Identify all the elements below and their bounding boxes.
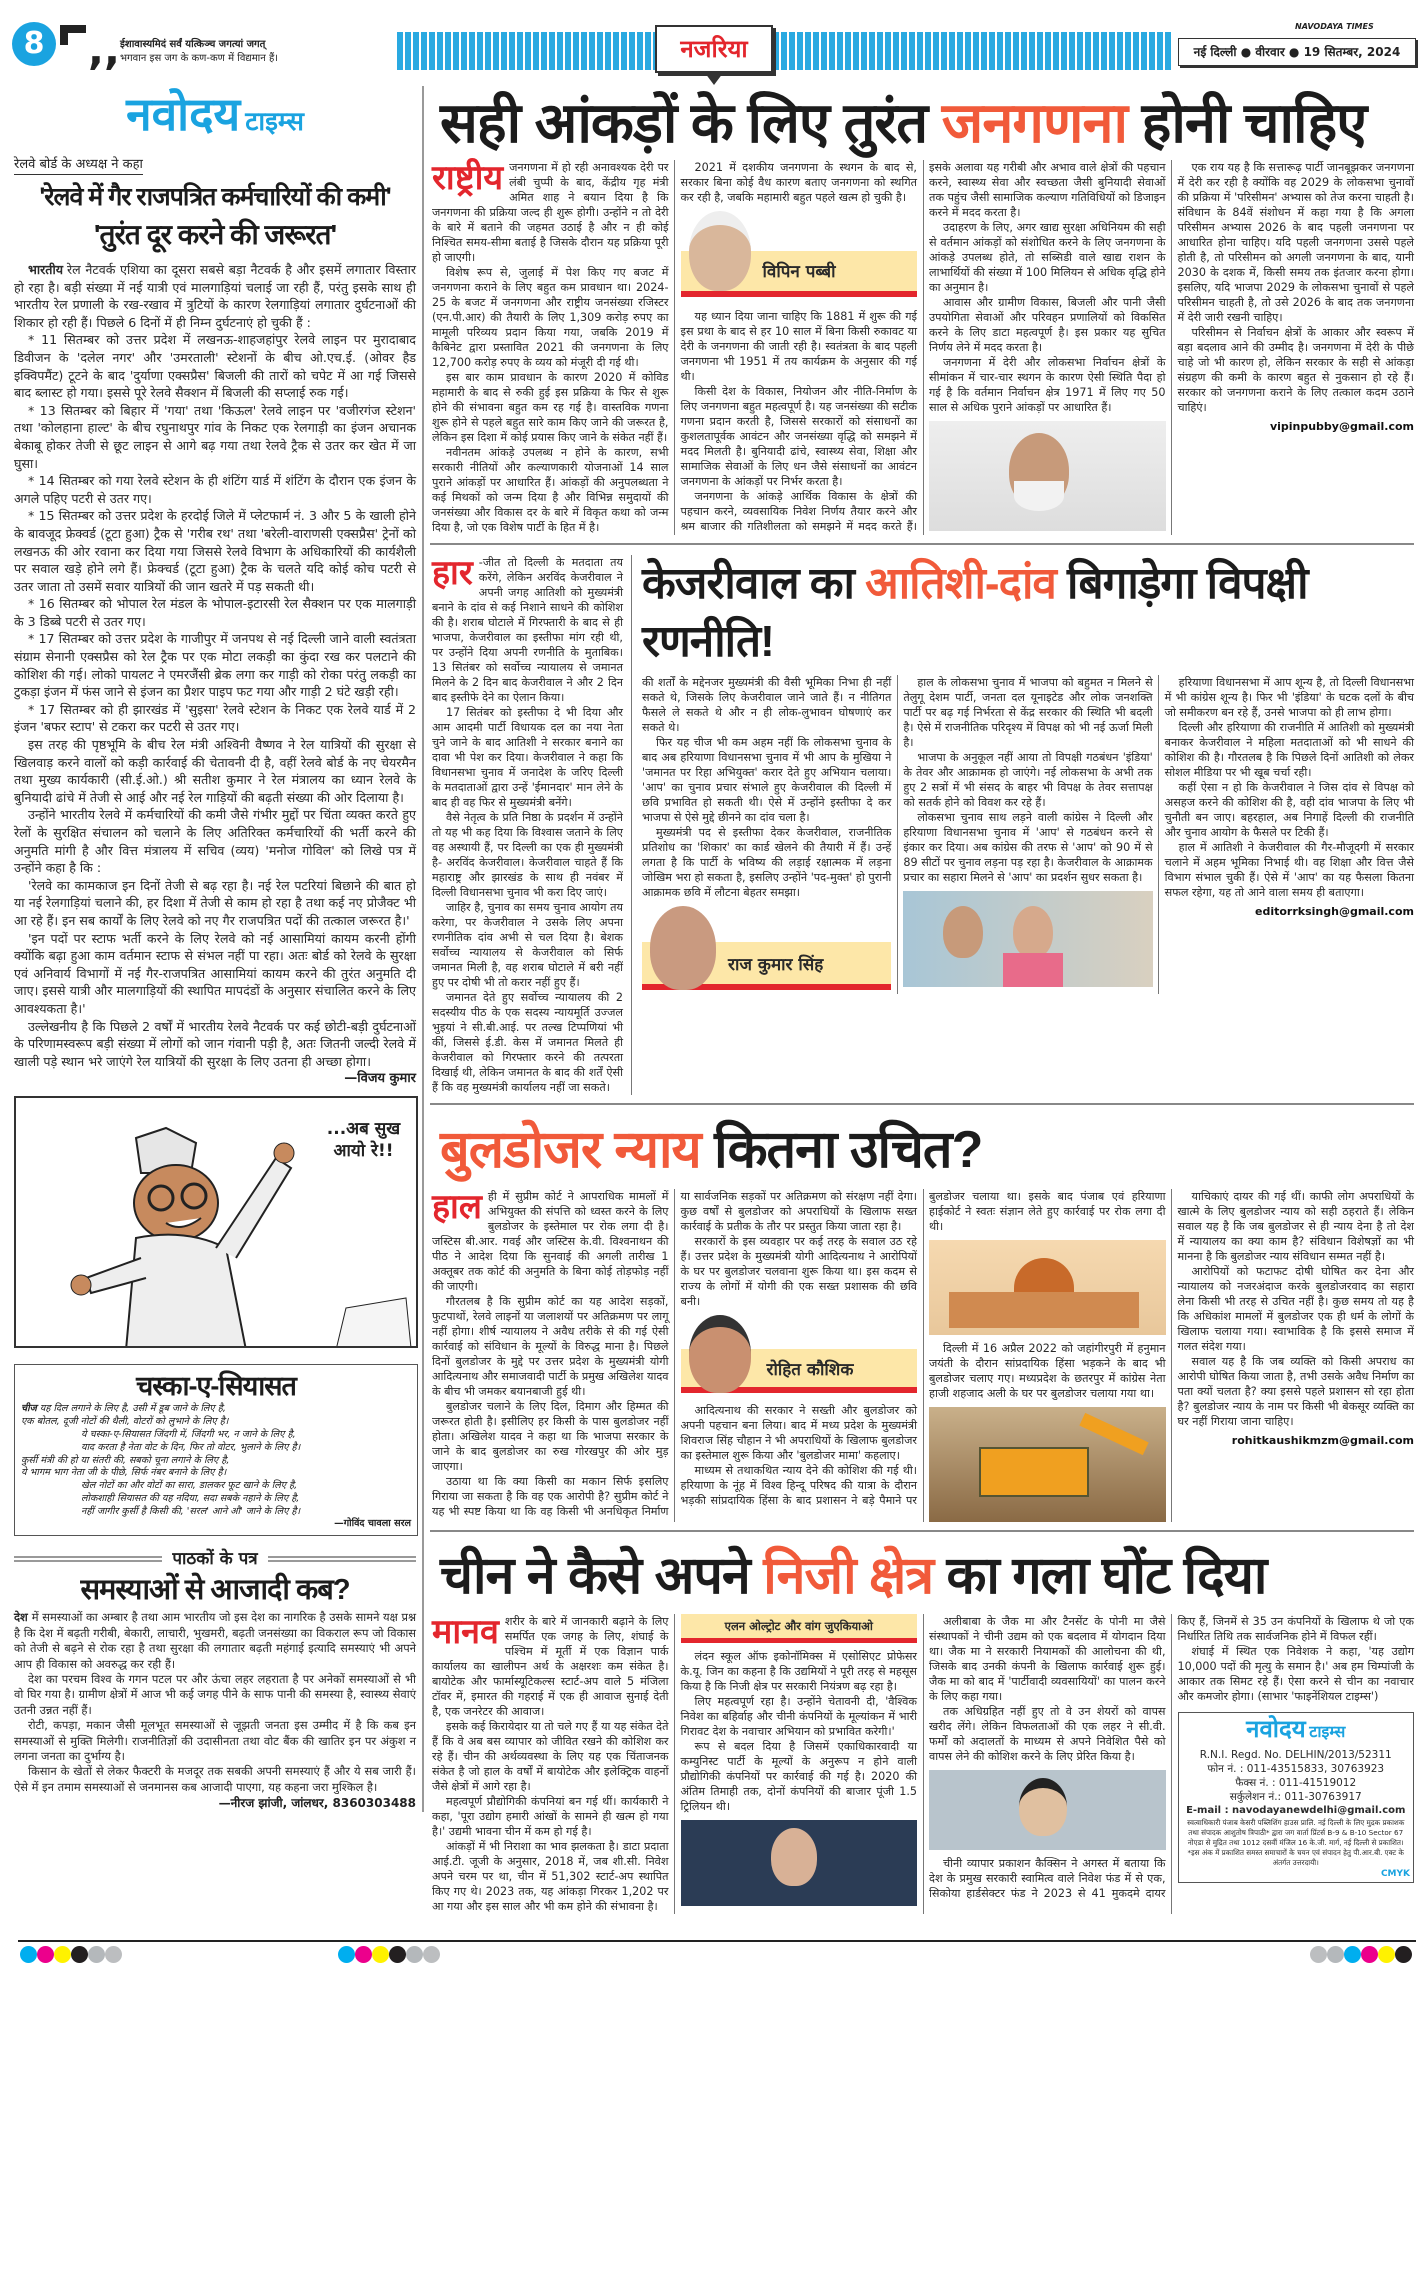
page-number-badge: 8 [12, 22, 56, 66]
paragraph: आदित्यनाथ की सरकार ने सख्ती और बुलडोजर को अपनी पहचान बना लिया। बाद में मध्य प्रदेश के मुख्यमंत्री शिवराज सिंह चौहान ने भी अपराधियों के खिलाफ बुलडोजर का इस्तेमाल शुरू किया और 'बुलडोजर मामा' कहलाए। [680, 1404, 917, 1462]
gray-dot [88, 1946, 105, 1963]
article3-body [432, 1189, 1414, 1522]
left-paragraphs [14, 261, 416, 1070]
paragraph: चीनी व्यापार प्रकाशन कैक्सिन ने अगस्त में बताया कि देश के प्रमुख सरकारी स्वामित्व वाले निवेश फंड में से एक, सिकोया हार्डसेक्टर फंड ने 2023 से 41 मुकदमे दायर किए हैं, जिनमें से 35 उन कंपनियों के खिलाफ थे जो एक निर्धारित तिथि तक सार्वजनिक होने में विफल रहीं। [929, 1615, 1414, 1900]
gray-dot [105, 1946, 122, 1963]
paragraph: लिए महत्वपूर्ण रहा है। उन्होंने चेतावनी दी, 'वैश्विक निवेश का बहिर्वाह और चीनी कंपनियों के मूल्यांकन में भारी गिरावट देश के नवाचार अभियान को प्रभावित करेगी।' [680, 1695, 917, 1738]
paragraph: माध्यम से तथाकथित न्याय देने की कोशिश की गई थी। हरियाणा के नूंह में विश्व हिन्दू परिषद की यात्रा के दौरान भड़की सांप्रदायिक हिंसा के बाद प्रशासन ने बड़े पैमाने पर बुलडोजर चलाया था। इसके बाद पंजाब एवं हरियाणा हाईकोर्ट ने स्वतः संज्ञान लेते हुए कार्रवाई पर रोक लगा दी थी। [680, 1190, 1166, 1507]
quote-icon: ,, [88, 25, 120, 74]
paragraph: लंदन स्कूल ऑफ इकोनॉमिक्स में एसोसिएट प्रोफेसर के.यू. जिन का कहना है कि उद्यमियों ने पूरी तरह से महसूस किया है कि निजी क्षेत्र पर सरकारी नियंत्रण बढ़ रहा है। [680, 1650, 917, 1693]
divider [268, 1556, 416, 1562]
imprint-note: स्वत्वाधिकारी पंजाब केसरी पब्लिशिंग हाउस प्रालि. नई दिल्ली के लिए मुद्रक प्रकाशक तथा संपादक आशुतोष त्रिपाठी* द्वारा जग वार्ता प्रिंटर्स B-9 & B-10 Sector 67 नोएडा से मुद्रित तथा 1012 दसवीं मंजिल 16 के.जी. मार्ग, नई दिल्ली से प्रकाशित। *इस अंक में प्रकाशित समस्त समाचारों के चयन एवं संपादन हेतु पी.आर.बी. एक्ट के अंतर्गत उत्तरदायी। [1187, 1818, 1405, 1867]
paper-name: NAVODAYA TIMES [1295, 22, 1374, 31]
registration-dots-left [20, 1946, 122, 1967]
headline-accent: आतिशी-दांव [865, 559, 1056, 608]
page-footer [0, 1936, 1428, 1980]
poem-box [14, 1364, 418, 1536]
date-line: नई दिल्ली ● वीरवार ● 19 सितम्बर, 2024 [1178, 38, 1416, 66]
paragraph: * 17 सितम्बर को ही झारखंड में 'सुइसा' रेलवे स्टेशन के निकट एक रेलवे यार्ड में 2 इंजन 'बफर स्टाप' से टकरा कर पटरी से उतर गए। [14, 701, 416, 735]
paragraph: आवास और ग्रामीण विकास, बिजली और पानी जैसी उपयोगिता सेवाओं और परिवहन प्रणालियों को विकसित करने के लिए डाटा महत्वपूर्ण है। इस प्रकार यह सुचित निर्णय लेने में मदद करता है। [929, 296, 1166, 354]
article4 [430, 1538, 1414, 1922]
paragraph: परिसीमन से निर्वाचन क्षेत्रों के आकार और स्वरूप में बड़ा बदलाव आने की उम्मीद है। जनगणना में देरी के पीछे चाहे जो भी कारण हो, लेकिन सरकार के सही से आंकड़ा संग्रहण की कमी के कारण बहुत से नुकसान हो रहे हैं। सरकार को जनगणना कराने के लिए तत्काल कदम उठाने चाहिएं। [1177, 326, 1414, 414]
paragraph: विशेष रूप से, जुलाई में पेश किए गए बजट में जनगणना कराने के लिए बहुत कम प्रावधान था। 2024-25 के बजट में जनगणना और राष्ट्रीय जनसंख्या रजिस्टर (एन.पी.आर) की तैयारी के लिए 1,309 करोड़ रुपए का मामूली परिव्यय प्रदान किया गया, जबकि 2019 में कैबिनेट द्वारा प्रस्तावित 2021 की जनगणना के लिए 12,700 करोड़ रुपए के व्यय को मंजूरी दी गई थी। [432, 266, 669, 369]
xi-jinping-photo [929, 1770, 1166, 1850]
imprint-fax: फैक्स नं. : 011-41519012 [1235, 1777, 1357, 1789]
letters-label: पाठकों के पत्र [172, 1549, 258, 1570]
paragraph: किसान के खेतों से लेकर फैक्टरी के मजदूर तक सबकी अपनी समस्याएं हैं और ये सब जारी हैं। ऐसे में इन तमाम समस्याओं से जनमानस कब आजादी पाएगा, यह कहना जरा मुश्किल है। [14, 1764, 416, 1794]
gray-dot [423, 1946, 440, 1963]
paragraph: 2021 में दशकीय जनगणना के स्थगन के बाद से, सरकार बिना कोई वैध कारण बताए जनगणना को स्थगित कर रही है, जबकि महामारी बहुत पहले खत्म हो चुकी है। [680, 161, 917, 204]
paragraph: रूप से बदल दिया है जिसमें एकाधिकारवादी या कम्युनिस्ट पार्टी के मूल्यों के अनुरूप न होने वाली प्रौद्योगिकी कंपनियों पर कार्रवाई की गई है। 2020 की अंतिम तिमाही तक, दोनों कंपनियों की बाजार पूंजी 1.5 ट्रिलियन थी। [680, 1740, 917, 1813]
article3-email: rohitkaushikmzm@gmail.com [1231, 1434, 1414, 1447]
logo-main: नवोदय [126, 87, 241, 141]
left-headline-1: 'रेलवे में गैर राजपत्रित कर्मचारियों की कमी' [39, 183, 391, 211]
shloka-line-1: ईशावास्यमिदं सर्वं यत्किञ्च जगत्यां जगत् [120, 39, 266, 50]
cyan-dot [1344, 1946, 1361, 1963]
article3-paragraphs [929, 1341, 1166, 1401]
registration-dots-right [1310, 1946, 1412, 1967]
kejriwal-atishi-photo [903, 891, 1152, 987]
paragraph: जाहिर है, चुनाव का समय चुनाव आयोग तय करेगा, पर केजरीवाल ने उसके लिए अपना रणनीतिक दांव अभी से चल दिया है। बेशक सर्वोच्च न्यायालय से केजरीवाल को सिर्फ जमानत मिली है, वह शराब घोटाले में बरी नहीं हुए पर दोषी भी तो करार नहीं हुए हैं। [432, 901, 623, 989]
paragraph: शंघाई में स्थित एक निवेशक ने कहा, 'यह उद्योग 10,000 पदों की मृत्यु के समान है।' अब हम चिम्पांजी के आकार तक सिमट रहे हैं। ऐसा करने से चीन का नवाचार और कमजोर होगा। (साभार 'फाइनेंशियल टाइम्स') [1177, 1645, 1414, 1703]
paragraph: देश का परचम विश्व के गगन पटल पर और ऊंचा लहर लहराता है पर अनेकों समस्याओं से भी वो घिर गया है। ग्रामीण क्षेत्रों में आज भी कई जगह पीने के साफ पानी की समस्या है, स्वास्थ्य सेवाएं उतनी उन्नत नहीं हैं। [14, 1671, 416, 1717]
poem-title: चस्का-ए-सियासत [136, 1371, 296, 1402]
paragraph: याचिकाएं दायर की गई थीं। काफी लोग अपराधियों के खात्मे के लिए बुलडोजर न्याय को सही ठहराते हैं। लेकिन सवाल यह है कि जब बुलडोजर से ही न्याय देना है तो देश में न्यायालय का क्या काम है? संविधान विशेषज्ञों का भी मानना है कि बुलडोजर न्याय संविधान सम्मत नहीं है। [1177, 1190, 1414, 1263]
headline-accent: बुलडोजर न्याय [440, 1121, 701, 1179]
logo-main: नवोदय [1246, 1715, 1306, 1743]
dropcap: मानव [432, 1612, 499, 1652]
poem-body [21, 1403, 411, 1531]
article1 [430, 86, 1414, 545]
left-kicker: रेलवे बोर्ड के अध्यक्ष ने कहा [14, 156, 143, 175]
poem-line: नहीं जागीर कुर्सी है किसी की, 'सरल' आने औ' जाने के लिए है। [81, 1505, 301, 1517]
imprint-rni: R.N.I. Regd. No. DELHIN/2013/52311 [1199, 1749, 1392, 1761]
author-name: राज कुमार सिंह [728, 955, 824, 975]
paragraph: जमानत देते हुए सर्वोच्च न्यायालय की 2 सदस्यीय पीठ के एक सदस्य न्यायमूर्ति उज्जल भुइयां ने सी.बी.आई. पर तल्ख टिप्पणियां भी कीं, जिससे ई.डी. केस में जमानत मिलते ही केजरीवाल को गिरफ्तार करने की तत्परता दिखाई थी, लेकिन जमानत के बाद की शर्तें ऐसी हैं कि वह मुख्यमंत्री कार्यालय नहीं जा सकते। [432, 991, 623, 1094]
logo-sub: टाइम्स [1309, 1722, 1346, 1741]
dropcap: राष्ट्रीय [432, 158, 504, 198]
black-dot [1395, 1946, 1412, 1963]
bulldozer-arm [1079, 1413, 1148, 1455]
paragraph: * 13 सितम्बर को बिहार में 'गया' तथा 'किऊल' रेलवे लाइन पर 'वजीरगंज स्टेशन' तथा 'कोलहाना हाल्ट' के बीच रघुनाथपुर गांव के निकट एक रेलगाड़ी का इंजन अचानक बेकाबू होकर तेजी से छूट लाइन से आगे बढ़ गया तथा रेलवे ट्रैक से उतर कर खेत में जा घुसा। [14, 402, 416, 471]
paragraph: 'रेलवे का कामकाज इन दिनों तेजी से बढ़ रहा है। नई रेल पटरियां बिछाने की बात हो या नई रेलगाड़ियां चलाने की, हर दिशा में तेजी से काम हो रहा है तथा कई नए प्रोजैक्ट भी आ रहे हैं। इन सब कार्यों के लिए रेलवे को नए गैर राजपत्रित पदों की तत्काल जरूरत है।' [14, 877, 416, 928]
right-column [430, 86, 1414, 1928]
author-name: रोहित कौशिक [766, 1360, 854, 1380]
paragraph: * 11 सितम्बर को उत्तर प्रदेश में लखनऊ-शाहजहांपुर रेलवे लाइन पर मुरादाबाद डिवीजन के 'दलेल नगर' और 'उमरताली' स्टेशनों के बीच ओ.एच.ई. (ओवर हैड इक्विपमैंट) टूटने के बाद 'दुर्याणा एक्सप्रैस' बिजली की तारों को चपेट में आ गई जिससे बाद ब्लास्ट हो गया। इससे पूरे रेलवे सैक्शन में बिजली की सप्लाई रुक गई। [14, 332, 416, 401]
headline-text: का गला घोंट दिया [946, 1547, 1267, 1605]
paragraph: सरकारों के इस व्यवहार पर कई तरह के सवाल उठ रहे हैं। उत्तर प्रदेश के मुख्यमंत्री योगी आदित्यनाथ ने आरोपियों के घर पर बुलडोजर चलवाना शुरू किया था। इस कदम से राज्य के लोगों में योगी की एक सख्त प्रशासक की छवि बनी। [680, 1235, 917, 1308]
portrait [1013, 906, 1053, 958]
article4-headline [432, 1542, 1414, 1610]
author-portrait [689, 211, 751, 291]
article2 [430, 551, 1414, 1105]
paragraph: हाल के लोकसभा चुनाव में भाजपा को बहुमत न मिलने से तेलुगू देशम पार्टी, जनता दल यूनाइटेड और लोक जनशक्ति पार्टी पर बढ़ गई निर्भरता से केंद्र सरकार की स्थिति भी बदली है। ऐसे में राजनीतिक परिदृश्य में विपक्ष को भी नई ऊर्जा मिली है। [903, 676, 1153, 749]
footer-rule [18, 1940, 1416, 1942]
yellow-dot [372, 1946, 389, 1963]
paragraph: शरीर के बारे में जानकारी बढ़ाने के लिए समर्पित एक जगह के लिए, शंघाई के पश्चिम में मूर्ती में एक विज्ञान पार्क कार्यालय का खालीपन अर्थ के अक्षरशः कम संकेत है। बायोटेक और फार्मास्यूटिकल्स स्टार्ट-अप वाले 5 मंजिला टॉवर में, इमारत की गहराई में एक ही आवाज सुनाई देती है, एक जनरेटर की आवाज। [432, 1615, 669, 1718]
paragraph: हाल में आतिशी ने केजरीवाल की गैर-मौजूदगी में सरकार चलाने में अहम भूमिका निभाई थी। वह शिक्षा और वित्त जैसे विभाग संभाल चुकी हैं। ऐसे में 'आप' का यह फैसला कितना सफल रहेगा, यह तो आने वाला समय ही बताएगा। [1164, 841, 1414, 899]
poem-line: कुर्सी मंत्री की हो या संतरी की, सबको चूना लगाने के लिए है, [21, 1454, 230, 1466]
bulldozer-photo [929, 1407, 1166, 1522]
paragraph: अलीबाबा के जैक मा और टैनसेंट के पोनी मा जैसे संस्थापकों ने चीनी उद्यम को एक बदलाव में योगदान दिया था। जैक मा ने सरकारी नियामकों की आलोचना की थी, जिसके बाद उनकी कंपनी के खिलाफ कार्रवाई शुरू हुई। जैक मा को बाद में 'पार्टीवादी व्यवसायियों' का पालन करने के लिए कहा गया। [929, 1615, 1166, 1703]
paragraph: एक राय यह है कि सत्तारूढ़ पार्टी जानबूझकर जनगणना में देरी कर रही है क्योंकि वह 2029 के लोकसभा चुनावों की प्रक्रिया में 'परिसीमन' अभ्यास को तेज करना चाहती है। संविधान के 84वें संशोधन में कहा गया है कि अगला परिसीमन अभ्यास 2026 के बाद पहली जनगणना पर आधारित होना चाहिए। यदि पहली जनगणना उससे पहले होती है, तो परिसीमन को अगली जनगणना के बाद, यानी 2030 के दशक में, किसी समय तक इंतजार करना होगा। इसलिए, यदि भाजपा 2029 के लोकसभा चुनावों से पहले परिसीमन चाहती है, तो उसे 2026 के बाद तक जनगणना में देरी जारी रखनी चाहिए। [1177, 161, 1414, 324]
section-stripe-bar [397, 32, 1172, 70]
paragraph: सवाल यह है कि जब व्यक्ति को किसी अपराध का आरोपी घोषित किया जाता है, तभी उसके अवैध निर्माण का पता क्यों चलता है? क्या इससे पहले प्रशासन सो रहा होता है? बुलडोजर न्याय के नाम पर किसी भी बेकसूर व्यक्ति का घर नहीं गिराया जाना चाहिए। [1177, 1355, 1414, 1428]
article3-paragraphs [1178, 1189, 1415, 1429]
paragraph: * 16 सितम्बर को भोपाल रेल मंडल के भोपाल-इटारसी रेल सैक्शन पर एक मालगाड़ी के 3 डिब्बे पटरी से उतर गए। [14, 596, 416, 629]
building [949, 1292, 1139, 1328]
garment [1003, 953, 1063, 987]
portrait-beard [1014, 481, 1064, 511]
headline-text: होनी चाहिए [1141, 91, 1367, 154]
imprint-phone: फोन नं. : 011-43515833, 30763923 [1207, 1763, 1385, 1775]
poem-author: —गोविंद चावला सरल [334, 1518, 411, 1530]
article1-body [432, 160, 1414, 535]
paragraph: उदाहरण के लिए, अगर खाद्य सुरक्षा अधिनियम की सही से वर्तमान आंकड़ों को संशोधित करने के लिए जनगणना के आंकड़े उपलब्ध होते, तो सब्सिडी वाले खाद्य राशन के लाभार्थियों की संख्या में 100 मिलियन से अधिक वृद्धि होने का अनुमान है। [929, 221, 1166, 294]
paragraph: महत्वपूर्ण प्रौद्योगिकी कंपनियां बन गई थीं। कार्यकारी ने कहा, 'पूरा उद्योग हमारी आंखों के सामने ही खत्म हो गया है।' उद्यमी भावना चीन में कम हो गई है। [432, 1795, 669, 1838]
article4-body [432, 1614, 1414, 1914]
article2-headline [642, 555, 1414, 671]
left-byline: —विजय कुमार [344, 1071, 416, 1087]
paragraph: फिर यह चीज भी कम अहम नहीं कि लोकसभा चुनाव के बाद अब हरियाणा विधानसभा चुनाव में भी आप के मुखिया ने 'जमानत पर रिहा अभियुक्त' करार देते हुए अभियान चलाया। 'आप' का चुनाव प्रचार संभाले हुए केजरीवाल की दिल्ली में छवि प्रभावित हो सकती थी। ऐसे में उन्होंने इस्तीफा दे कर भाजपा से ऐसे मुद्दे छीनने का दांव चला है। [642, 736, 892, 824]
author-portrait [689, 1315, 751, 1393]
poem-line: यह दिल लगाने के लिए है, उसी में डूब जाने के लिए है, [39, 1403, 226, 1415]
dropcap: हार [432, 553, 473, 593]
article2-paragraphs [642, 675, 891, 900]
headline-text: सही आंकड़ों के लिए तुरंत [440, 91, 928, 154]
lead-word: भारतीय [28, 262, 64, 277]
portrait [771, 1828, 817, 1886]
paragraph: -जीत तो दिल्ली के मतदाता तय करेंगे, लेकिन अरविंद केजरीवाल ने अपनी जगह आतिशी को मुख्यमंत्री बनाने के दांव से कई निशाने साधने की कोशिश की है। शराब घोटाले में गिरफ्तारी के बाद से ही भाजपा, केजरीवाल का इस्तीफा मांग रही थी, पर उन्होंने दिया अपनी रणनीति के मुताबिक। 13 सितंबर को सर्वोच्च न्यायालय से जमानत मिलने के 2 दिन बाद केजरीवाल ने और 2 दिन बाद इस्तीफे देने का ऐलान किया। [432, 556, 623, 704]
cartoon-speech: ...अब सुख आयो रे!! [316, 1118, 411, 1162]
headline-accent: जनगणना [941, 91, 1128, 154]
headline-text: बिगाड़ेगा विपक्षी रणनीति! [642, 559, 1308, 666]
paragraph: हरियाणा विधानसभा में आप शून्य है, तो दिल्ली विधानसभा में भी कांग्रेस शून्य है। फिर भी 'इंडिया' के घटक दलों के बीच जो समीकरण बन रहे हैं, उनसे भाजपा को ही लाभ होगा। [1164, 676, 1414, 719]
poem-line: ये भागम भाग नेता जी के पीछे, सिर्फ नंबर बनाने के लिए है। [21, 1467, 227, 1479]
black-dot [71, 1946, 88, 1963]
author-photo-vipin-pubby [681, 211, 918, 303]
poem-line: खेल नोटों का और वोटों का सारा, डालकर फूट खाने के लिए है, [81, 1480, 298, 1492]
page-main [0, 86, 1428, 1928]
author-name: विपिन पब्बी [762, 262, 836, 282]
paragraph: जनगणना में हो रही अनावश्यक देरी पर लंबी चुप्पी के बाद, केंद्रीय गृह मंत्री अमित शाह ने बयान दिया है कि जनगणना की प्रक्रिया जल्द ही शुरू होगी। उन्होंने न तो देरी के बारे में बताने की जहमत उठाई है और न ही कोई निश्चित समय-सीमा बताई है जिसके दौरान यह प्रक्रिया पूरी हो जाएगी। [432, 161, 669, 264]
article3 [430, 1111, 1414, 1532]
letters-label-row [14, 1548, 416, 1570]
paragraph: वैसे नेतृत्व के प्रति निष्ठा के प्रदर्शन में उन्होंने तो यह भी कह दिया कि विश्वास जताने के लिए वह अस्थायी हैं, पर दिल्ली का एक ही मुख्यमंत्री है- अरविंद केजरीवाल। केजरीवाल चाहते हैं कि महाराष्ट्र और झारखंड के साथ ही नवंबर में दिल्ली विधानसभा चुनाव भी करा दिए जाएं। [432, 811, 623, 899]
gray-dot [406, 1946, 423, 1963]
paragraph: आंकड़ों में भी निराशा का भाव झलकता है। डाटा प्रदाता आई.टी. जूजी के अनुसार, 2018 में, जब शी.सी. निवेश अपने चरम पर था, चीन में 51,302 स्टार्ट-अप स्थापित किए गए थे। 2023 तक, यह आंकड़ा गिरकर 1,202 पर आ गया और इस साल और भी कम होने की संभावना है। [432, 1840, 669, 1913]
poem-line: ये चस्का-ए-सियासत जिंदगी में, जिंदगी भर, न जाने के लिए है, [81, 1428, 296, 1440]
section-label-box: नजरिया [655, 25, 773, 73]
masthead-logo [14, 86, 416, 153]
article4-byline-banner: एलन ओल्ट्रोट और वांग जुएकियाओ [681, 1614, 918, 1643]
imprint-logo [1182, 1715, 1411, 1748]
supreme-court-photo [929, 1240, 1166, 1335]
author-photo-raj-kumar-singh [642, 906, 891, 994]
paragraph: इस बार काम प्रावधान के कारण 2020 में कोविड महामारी के बाद से रुकी हुई इस प्रक्रिया के फिर से शुरू होने की संभावना बहुत कम रह गई है। वास्तविक गणना शुरू होने से पहले बहुत सारे काम किए जाने की जरूरत है, लेकिन इस दिशा में कोई प्रयास किए जाने के संकेत नहीं हैं। [432, 371, 669, 444]
portrait [1019, 1778, 1067, 1836]
headline-text: चीन ने कैसे अपने [440, 1547, 750, 1605]
paragraph: * 14 सितम्बर को गया रेलवे स्टेशन के ही शंटिंग यार्ड में शंटिंग के दौरान एक इंजन के अगले पहिए पटरी से उतर गए। [14, 473, 416, 506]
imprint-email: E-mail : navodayanewdelhi@gmail.com [1186, 1805, 1406, 1816]
paragraph: तक अधिग्रहित नहीं हुए तो वे उन शेयरों को वापस खरीद लेंगे। लेकिन विफलताओं की एक लहर ने सी.वी. फर्मों को अदालतों के माध्यम से अपने निवेशित पैसे को वापस लेने की कोशिश करने के लिए प्रेरित किया है। [929, 1705, 1166, 1763]
shloka-line-2: भगवान इस जग के कण-कण में विद्यमान हैं। [120, 53, 279, 64]
dropcap: हाल [432, 1187, 482, 1227]
headline-text: कितना उचित? [714, 1121, 983, 1179]
article2-main [642, 555, 1414, 1095]
left-column [14, 86, 424, 1812]
imprint-box [1178, 1712, 1415, 1883]
article1-headline [432, 90, 1414, 156]
registration-dots-center [338, 1946, 440, 1967]
letter-author: —नीरज झांजी, जांलधर, 8360303488 [218, 1796, 416, 1811]
black-dot [389, 1946, 406, 1963]
paragraph: कहीं ऐसा न हो कि केजरीवाल ने जिस दांव से विपक्ष को असहज करने की कोशिश की है, वही दांव भाजपा के लिए भी चुनौती बन जाए। बहरहाल, अब निगाहें दिल्ली की राजनीति और चुनाव आयोग के फैसले पर टिकी हैं। [1164, 781, 1414, 839]
article2-side-body [432, 555, 632, 1095]
paragraph: किसी देश के विकास, नियोजन और नीति-निर्माण के लिए जनगणना बहुत महत्वपूर्ण है। यह जनसंख्या की सटीक गणना प्रदान करती है, जिससे सरकारों को संसाधनों का कुशलतापूर्वक आवंटन और जनसंख्या वृद्धि को समझने में मदद मिलती है। बुनियादी ढांचे, स्वास्थ्य सेवा, शिक्षा और सामाजिक सेवाओं के लिए धन जैसे संसाधनों का आवंटन जनगणना के आंकड़ों पर निर्भर करता है। [680, 385, 917, 488]
headline-accent: निजी क्षेत्र [763, 1547, 934, 1605]
yellow-dot [54, 1946, 71, 1963]
divider [14, 1556, 162, 1562]
paragraph: * 17 सितम्बर को उत्तर प्रदेश के गाजीपुर में जनपथ से नई दिल्ली जाने वाली स्वतंत्रता संग्राम सेनानी एक्सप्रैस को रेल ट्रैक पर एक मोटा लकड़ी का कुंदा रख कर पलटाने की कोशिश की गई। लोको पायलट ने एमरजैंसी ब्रेक लगा कर गाड़ी को रोका परंतु लकड़ी का टुकड़ा इंजन में फंस जाने से इंजन का प्रैशर पाइप फट गया और गाड़ी 2 घंटे खड़ी रही। [14, 631, 416, 700]
paragraph: इसके कई किरायेदार या तो चले गए हैं या यह संकेत देते हैं कि वे अब बस व्यापार को जीवित रखने की कोशिश कर रहे हैं। चीन की अर्थव्यवस्था के लिए यह एक चिंताजनक संकेत है जो हाल के वर्षों में बायोटेक और इलेक्ट्रिक वाहनों जैसे क्षेत्रों में आगे रहा है। [432, 1720, 669, 1793]
paragraph: दिल्ली और हरियाणा की राजनीति में आतिशी को मुख्यमंत्री बनाकर केजरीवाल ने महिला मतदाताओं को भी साधने की कोशिश की है। गौरतलब है कि पिछले दिनों आतिशी को लेकर सोशल मीडिया पर भी खूब चर्चा रही। [1164, 721, 1414, 779]
page-header [0, 0, 1428, 86]
paragraph: लोकसभा चुनाव साथ लड़ने वाली कांग्रेस ने दिल्ली और हरियाणा विधानसभा चुनाव में 'आप' से गठबंधन करने से इंकार कर दिया। अब कांग्रेस की तरफ से 'आप' को 90 में से 89 सीटों पर चुनाव लड़ना पड़ रहा है। केजरीवाल के आक्रामक प्रचार का सहारा मिलने से 'आप' का प्रदर्शन सुधर सकता है। [903, 811, 1153, 884]
poem-line: लोकशाही सियासत की यह नदिया, सदा सबके नहाने के लिए है, [81, 1492, 300, 1504]
paragraph: नवीनतम आंकड़े उपलब्ध न होने के कारण, सभी सरकारी नीतियों और कल्याणकारी योजनाओं 14 साल पुराने आंकड़ों पर आधारित हैं। आंकड़ों की अनुपलब्धता ने कई मिथकों को जन्म दिया है और विभिन्न समुदायों की जनसंख्या और विकास दर के बारे में विकृत कथा को जन्म दिया है, जो एक विशेष पार्टी के हित में है। [432, 446, 669, 534]
portrait [943, 906, 983, 958]
article2-side-paragraphs [432, 555, 623, 1095]
article3-headline [432, 1115, 1414, 1185]
lead-word: देश [14, 1610, 28, 1625]
section-pointer-icon [705, 73, 723, 85]
cyan-dot [338, 1946, 355, 1963]
article2-email: editorrksingh@gmail.com [1255, 905, 1414, 918]
left-article-body [14, 261, 416, 1070]
paragraph: इस तरह की पृष्ठभूमि के बीच रेल मंत्री अश्विनी वैष्णव ने रेल यात्रियों की सुरक्षा से खिलवाड़ करने वालों को कड़ी कार्रवाई की चेतावनी दी है, वहीं रेलवे बोर्ड के नए चेयरमैन तथा मुख्य कार्यकारी (सी.ई.ओ.) श्री सतीश कुमार ने रेल मंत्रालय का ध्यान रेलवे के बुनियादी ढांचे में तेजी से आई और नई रेल गाड़ियों की बढ़ती संख्या की ओर दिलाया है। [14, 737, 416, 805]
paragraph: भाजपा के अनुकूल नहीं आया तो विपक्षी गठबंधन 'इंडिया' के तेवर और आक्रामक हो जाएंगे। नई लोकसभा के अभी तक हुए 2 सत्रों में भी संसद के बाहर भी विपक्ष के तेवर सत्तापक्ष को सतर्क होने को विवश कर रहे हैं। [903, 751, 1153, 809]
paragraph: 17 सितंबर को इस्तीफा दे भी दिया और आम आदमी पार्टी विधायक दल का नया नेता चुने जाने के बाद आतिशी ने सरकार बनाने का दावा भी पेश कर दिया। केजरीवाल ने कहा कि विधानसभा चुनाव में जनादेश के जरिए दिल्ली के मतदाताओं द्वारा उन्हें 'ईमानदार' मान लेने के बाद ही वह फिर से मुख्यमंत्री बनेंगे। [432, 706, 623, 809]
paragraph: गौरतलब है कि सुप्रीम कोर्ट का यह आदेश सड़कों, फुटपाथों, रेलवे लाइनों या जलाशयों पर अतिक्रमण पर लागू नहीं होगा। शीर्ष न्यायालय ने अवैध तरीके से की गई ऐसी कार्रवाई को संविधान के मूल्यों के विरुद्ध माना है। पिछले दिनों बुलडोजर के मुद्दे पर उत्तर प्रदेश के मुख्यमंत्री योगी आदित्यनाथ और समाजवादी पार्टी के प्रमुख अखिलेश यादव के बीच भी जमकर बयानबाजी हुई थी। [432, 1295, 669, 1398]
paragraph: में समस्याओं का अम्बार है तथा आम भारतीय जो इस देश का नागरिक है उसके सामने यक्ष प्रश्न है कि देश में बढ़ती गरीबी, बेकारी, लाचारी, भुखमरी, बढ़ती जनसंख्या का विकराल रूप जो विकास को तेजी से बढ़ने से रोक रहा है तथा सुरक्षा की लगातार बढ़ती महंगाई इत्यादि समस्याएं भी अपने आप ही विकास को अवरुद्ध कर रही हैं। [14, 1610, 416, 1671]
cmyk-label: CMYK [1380, 1869, 1410, 1879]
letter-body [14, 1610, 416, 1795]
paragraph: जनगणना के आंकड़े आर्थिक विकास के क्षेत्रों की पहचान करने, व्यवसायिक निवेश निर्णय तैयार करने और श्रम बाजार की गतिशीलता को समझने में मदद करते हैं। इसके अलावा यह गरीबी और अभाव वाले क्षेत्रों की पहचान करने, स्वास्थ्य सेवा और स्वच्छता जैसी बुनियादी सेवाओं तक पहुंच जैसी सामाजिक कल्याण गतिविधियों को डिजाइन करने में मदद करता है। [680, 161, 1166, 533]
poem-line: याद करता है नेता वोट के दिन, फिर तो वोटर, भुलाने के लिए है। [81, 1441, 301, 1453]
paragraph: * 15 सितम्बर को उत्तर प्रदेश के हरदोई जिले में प्लेटफार्म नं. 3 और 5 के खाली होने के बावजूद फ्रेक्वर्ड (टूटा हुआ) ट्रैक से 'गरीब रथ' तथा 'बरेली-वाराणसी एक्सप्रैस' ट्रेनों को लखनऊ की ओर रवाना कर दिया गया जिससे रेलवे विभाग के अधिकारियों की कार्यशैली पर सवाल खड़े होने लगे हैं। फ्रेक्चर्ड (टूटा हुआ) ट्रैक के चलते यदि कोई कोच पटरी से उतर जाता तो उसमें सवार यात्रियों की जान खतरे में पड़ सकती थी। [14, 508, 416, 594]
article2-paragraphs [903, 675, 1152, 885]
paragraph: दिल्ली में 16 अप्रैल 2022 को जहांगीरपुरी में हनुमान जयंती के दौरान सांप्रदायिक हिंसा भड़कने के बाद भी बुलडोजर चलाए गए। मध्यप्रदेश के छतरपुर में कांग्रेस नेता हाजी शहजाद अली के घर पर बुलडोजर चलाया गया था। [929, 1342, 1166, 1400]
paragraph: की शर्तों के मद्देनजर मुख्यमंत्री की वैसी भूमिका निभा ही नहीं सकते थे, जिसके लिए केजरीवाल जाने जाते हैं। न नीतिगत फैसले ले सकते थे और न ही लोक-लुभावन घोषणाएं कर सकते थे। [642, 676, 892, 734]
jack-ma-photo [681, 1820, 918, 1906]
paragraph: 'इन पदों पर स्टाफ भर्ती करने के लिए रेलवे को नई आसामियां कायम करनी होंगी क्योंकि बढ़ा हुआ काम वर्तमान स्टाफ से संभल नहीं पा रहा। अतः बोर्ड को रेलवे के सुरक्षा एवं अनिवार्य विभागों में नई गैर-राजपत्रित आसामियां कायम करने की तुरंत अनुमति दी जाए। इससे यात्री और मालगाड़ियों की स्थापित मापदंडों के अनुसार संचालित करने के लिए आवश्यकता है।' [14, 930, 416, 1016]
author-portrait [650, 906, 716, 990]
yellow-dot [1378, 1946, 1395, 1963]
corner-mark-icon [60, 25, 86, 45]
poem-lead: चीज [21, 1403, 37, 1415]
dome [1014, 1258, 1074, 1292]
amit-shah-photo [929, 421, 1166, 531]
cartoon [14, 1096, 418, 1348]
magenta-dot [1361, 1946, 1378, 1963]
paragraph: बुलडोजर चलाने के लिए दिल, दिमाग और हिम्मत की जरूरत होती है। इसीलिए हर किसी के पास बुलडोजर नहीं होता। अखिलेश यादव ने कहा था कि भाजपा सरकार के जाने के बाद बुलडोजर का रुख गोरखपुर की ओर मुड़ जाएगा। [432, 1400, 669, 1473]
paragraph: उल्लेखनीय है कि पिछले 2 वर्षों में भारतीय रेलवे नैटवर्क पर कई छोटी-बड़ी दुर्घटनाओं के परिणामस्वरूप बड़ी संख्या में लोगों को जान गंवानी पड़ी है, अतः जितनी जल्दी रेलवे में खाली पड़े स्थान भरे जाएंगे रेल यात्रियों की सुरक्षा के लिए उतना ही अच्छा होगा। [14, 1018, 416, 1069]
left-headline-2: 'तुरंत दूर करने की जरूरत' [93, 219, 337, 250]
paragraph: मुख्यमंत्री पद से इस्तीफा देकर केजरीवाल, राजनीतिक प्रतिशोध का 'शिकार' का कार्ड खेलने की तैयारी में हैं। उन्हें लगता है कि पार्टी के भविष्य की लड़ाई रक्षात्मक में लड़ना जोखिम भरा हो सकता है, इसलिए उन्होंने 'पद-मुक्त' हो पुरानी आक्रामक छवि में लौटना बेहतर समझा। [642, 826, 892, 899]
imprint-circulation: सर्कुलेशन नं.: 011-30763917 [1229, 1791, 1362, 1803]
article4-paragraphs [681, 1649, 918, 1814]
gray-dot [1310, 1946, 1327, 1963]
article4-paragraphs [929, 1614, 1166, 1764]
article1-email: vipinpubby@gmail.com [1269, 420, 1414, 433]
paragraph: आरोपियों को फटाफट दोषी घोषित कर देना और न्यायालय को नजरअंदाज करके बुलडोजरवाद का सहारा लेना किसी भी तरह से उचित नहीं है। कुछ समय तो यह है कि अधिकांश मामलों में बुलडोजर एक ही धर्म के लोगों के खिलाफ चलाया गया। स्वाभाविक है कि इससे समाज में गलत संदेश गया। [1177, 1265, 1414, 1353]
bulldozer-body [979, 1447, 1089, 1497]
paragraph: रोटी, कपड़ा, मकान जैसी मूलभूत समस्याओं से जूझती जनता इस उम्मीद में है कि कब इन समस्याओं से मुक्ति मिलेगी। राजनीतिज्ञों की उदासीनता तथा वोट बैंक की खातिर इन पर अंकुश न लगना जनता का दुर्भाग्य है। [14, 1718, 416, 1763]
logo-sub: टाइम्स [245, 107, 304, 137]
article2-paragraphs [1165, 675, 1414, 900]
article1-paragraphs [1178, 160, 1415, 415]
letter-paragraphs [14, 1610, 416, 1795]
headline-text: केजरीवाल का [642, 559, 854, 608]
magenta-dot [355, 1946, 372, 1963]
paragraph: जनगणना में देरी और लोकसभा निर्वाचन क्षेत्रों के सीमांकन में चार-चार स्थगन के कारण ऐसी स्थिति पैदा हो गई है कि वर्तमान निर्वाचन क्षेत्र 1971 में लिए गए 50 साल से अधिक पुराने आंकड़ों पर आधारित हैं। [929, 356, 1166, 414]
article2-body [642, 675, 1414, 994]
magenta-dot [37, 1946, 54, 1963]
cyan-dot [20, 1946, 37, 1963]
article4-paragraphs [432, 1614, 669, 1914]
paragraph: उन्होंने भारतीय रेलवे में कर्मचारियों की कमी जैसे गंभीर मुद्दों पर चिंता व्यक्त करते हुए रेलों के सुरक्षित संचालन को चलाने के लिए अतिरिक्त कर्मचारियों की भर्ती करने की अनुमति मांगी है और वित्त मंत्रालय में सचिव (व्यय) 'मनोज गोविल' को लिखे पत्र में उन्होंने कहा है कि : [14, 807, 416, 876]
author-photo-rohit-kaushik [681, 1315, 918, 1397]
paragraph: उठाया था कि क्या किसी का मकान सिर्फ इसलिए गिराया जा सकता है कि वह एक आरोपी है? सुप्रीम कोर्ट ने यह भी स्पष्ट किया था कि वह किसी भी अनधिकृत निर्माण या सार्वजनिक सड़कों पर अतिक्रमण को संरक्षण नहीं देगा। कुछ वर्षों से बुलडोजर को अपराधियों के खिलाफ सख्त कार्रवाई के प्रतीक के तौर पर प्रस्तुत किया जाता रहा है। [432, 1190, 917, 1518]
shloka [120, 38, 390, 66]
paragraph: ही में सुप्रीम कोर्ट ने आपराधिक मामलों में अभियुक्त की संपत्ति को ध्वस्त करने के लिए बुलडोजर के इस्तेमाल पर रोक लगा दी है। जस्टिस बी.आर. गवई और जस्टिस के.वी. विश्वनाथन की पीठ ने आदेश दिया कि सुनवाई की अगली तारीख 1 अक्तूबर तक कोर्ट की अनुमति के बिना कोई तोड़फोड़ नहीं की जाएगी। [432, 1190, 669, 1293]
paragraph: रेल नैटवर्क एशिया का दूसरा सबसे बड़ा नैटवर्क है और इसमें लगातार विस्तार हो रहा है। बड़ी संख्या में नई यात्री एवं मालगाड़ियां चलाई जा रही हैं, परंतु इसके साथ ही भारतीय रेल प्रणाली के रख-रखाव में त्रुटियों के कारण रेलगाड़ियां लगातार दुर्घटनाओं की शिकार हो रही हैं। पिछले 6 दिनों में ही निम्न दुर्घटनाएं हो चुकी हैं : [14, 262, 416, 330]
paragraph: यह ध्यान दिया जाना चाहिए कि 1881 में शुरू की गई इस प्रथा के बाद से हर 10 साल में बिना किसी रुकावट या देरी के जनगणना की जाती रही है। स्वतंत्रता के बाद पहली जनगणना भी 1951 में तय कार्यक्रम के अनुसार की गई थी। [680, 310, 917, 383]
gray-dot [1327, 1946, 1344, 1963]
poem-line: एक बोतल, दूजी नोटों की थैली, वोटरों को लुभाने के लिए है। [21, 1416, 229, 1428]
letter-title: समस्याओं से आजादी कब? [80, 1574, 350, 1607]
